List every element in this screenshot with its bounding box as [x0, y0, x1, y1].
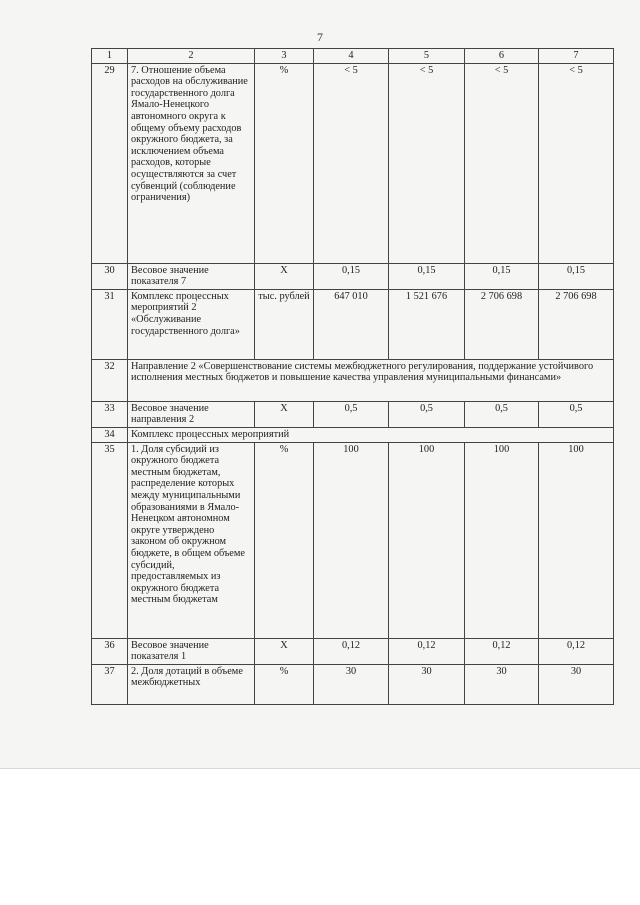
header-cell: 3 — [255, 49, 314, 64]
indicator-name-cell: Весовое значение показателя 1 — [128, 638, 255, 664]
indicator-name-cell: Весовое значение направления 2 — [128, 401, 255, 427]
value-cell: 30 — [539, 664, 614, 704]
value-cell: 2 706 698 — [539, 289, 614, 359]
value-cell: 0,12 — [314, 638, 389, 664]
value-cell: 0,5 — [314, 401, 389, 427]
value-cell: < 5 — [389, 63, 465, 263]
value-cell: 30 — [465, 664, 539, 704]
table-row — [92, 359, 614, 401]
table-row — [92, 263, 614, 289]
row-number-cell: 37 — [92, 664, 128, 704]
unit-cell: тыс. рублей — [255, 289, 314, 359]
value-cell: 1 521 676 — [389, 289, 465, 359]
row-number-cell: 31 — [92, 289, 128, 359]
table-row — [92, 664, 614, 704]
value-cell: 100 — [539, 442, 614, 638]
indicator-name-cell: 7. Отношение объема расходов на обслуживание государственного долга Ямало-Ненецкого автономного округа к общему объему расходов окружного бюджета, за исключением объема расходов, которые осуществляются за счет субвенций (соблюдение ограничения) — [128, 63, 255, 263]
value-cell: 0,5 — [465, 401, 539, 427]
unit-cell: % — [255, 63, 314, 263]
value-cell: 0,15 — [539, 263, 614, 289]
value-cell: < 5 — [314, 63, 389, 263]
value-cell: 100 — [314, 442, 389, 638]
unit-cell: Х — [255, 401, 314, 427]
page-number: 7 — [317, 30, 323, 44]
value-cell: 0,15 — [314, 263, 389, 289]
value-cell: 0,15 — [389, 263, 465, 289]
header-cell: 1 — [92, 49, 128, 64]
unit-cell: Х — [255, 638, 314, 664]
header-cell: 5 — [389, 49, 465, 64]
section-title-cell: Направление 2 «Совершенствование системы межбюджетного регулирования, поддержание устойчивого исполнения местных бюджетов и повышение качества управления муниципальными финансами» — [128, 359, 614, 401]
value-cell: 30 — [314, 664, 389, 704]
indicator-name-cell: Весовое значение показателя 7 — [128, 263, 255, 289]
table-row — [92, 427, 614, 442]
value-cell: 0,15 — [465, 263, 539, 289]
header-cell: 2 — [128, 49, 255, 64]
row-number-cell: 32 — [92, 359, 128, 401]
row-number-cell: 35 — [92, 442, 128, 638]
table-row — [92, 401, 614, 427]
value-cell: 0,5 — [389, 401, 465, 427]
header-cell: 7 — [539, 49, 614, 64]
value-cell: 0,12 — [539, 638, 614, 664]
value-cell: 2 706 698 — [465, 289, 539, 359]
row-number-cell: 34 — [92, 427, 128, 442]
value-cell: 0,12 — [389, 638, 465, 664]
unit-cell: % — [255, 664, 314, 704]
header-cell: 6 — [465, 49, 539, 64]
table-row — [92, 63, 614, 263]
table-row — [92, 289, 614, 359]
row-number-cell: 30 — [92, 263, 128, 289]
indicator-table — [91, 48, 614, 705]
value-cell: < 5 — [539, 63, 614, 263]
value-cell: 100 — [389, 442, 465, 638]
row-number-cell: 33 — [92, 401, 128, 427]
header-row — [92, 49, 614, 64]
section-title-cell: Комплекс процессных мероприятий — [128, 427, 614, 442]
header-cell: 4 — [314, 49, 389, 64]
indicator-name-cell: 2. Доля дотаций в объеме межбюджетных — [128, 664, 255, 704]
value-cell: 30 — [389, 664, 465, 704]
row-number-cell: 36 — [92, 638, 128, 664]
table-row — [92, 638, 614, 664]
unit-cell: Х — [255, 263, 314, 289]
value-cell: 647 010 — [314, 289, 389, 359]
table-row — [92, 442, 614, 638]
row-number-cell: 29 — [92, 63, 128, 263]
value-cell: < 5 — [465, 63, 539, 263]
unit-cell: % — [255, 442, 314, 638]
value-cell: 0,5 — [539, 401, 614, 427]
indicator-name-cell: 1. Доля субсидий из окружного бюджета местным бюджетам, распределение которых между муниципальными образованиями в Ямало-Ненецком автономном округе утверждено законом об окружном бюджете, в общем объеме субсидий, предоставляемых из окружного бюджета местным бюджетам — [128, 442, 255, 638]
value-cell: 0,12 — [465, 638, 539, 664]
value-cell: 100 — [465, 442, 539, 638]
indicator-name-cell: Комплекс процессных мероприятий 2 «Обслуживание государственного долга» — [128, 289, 255, 359]
